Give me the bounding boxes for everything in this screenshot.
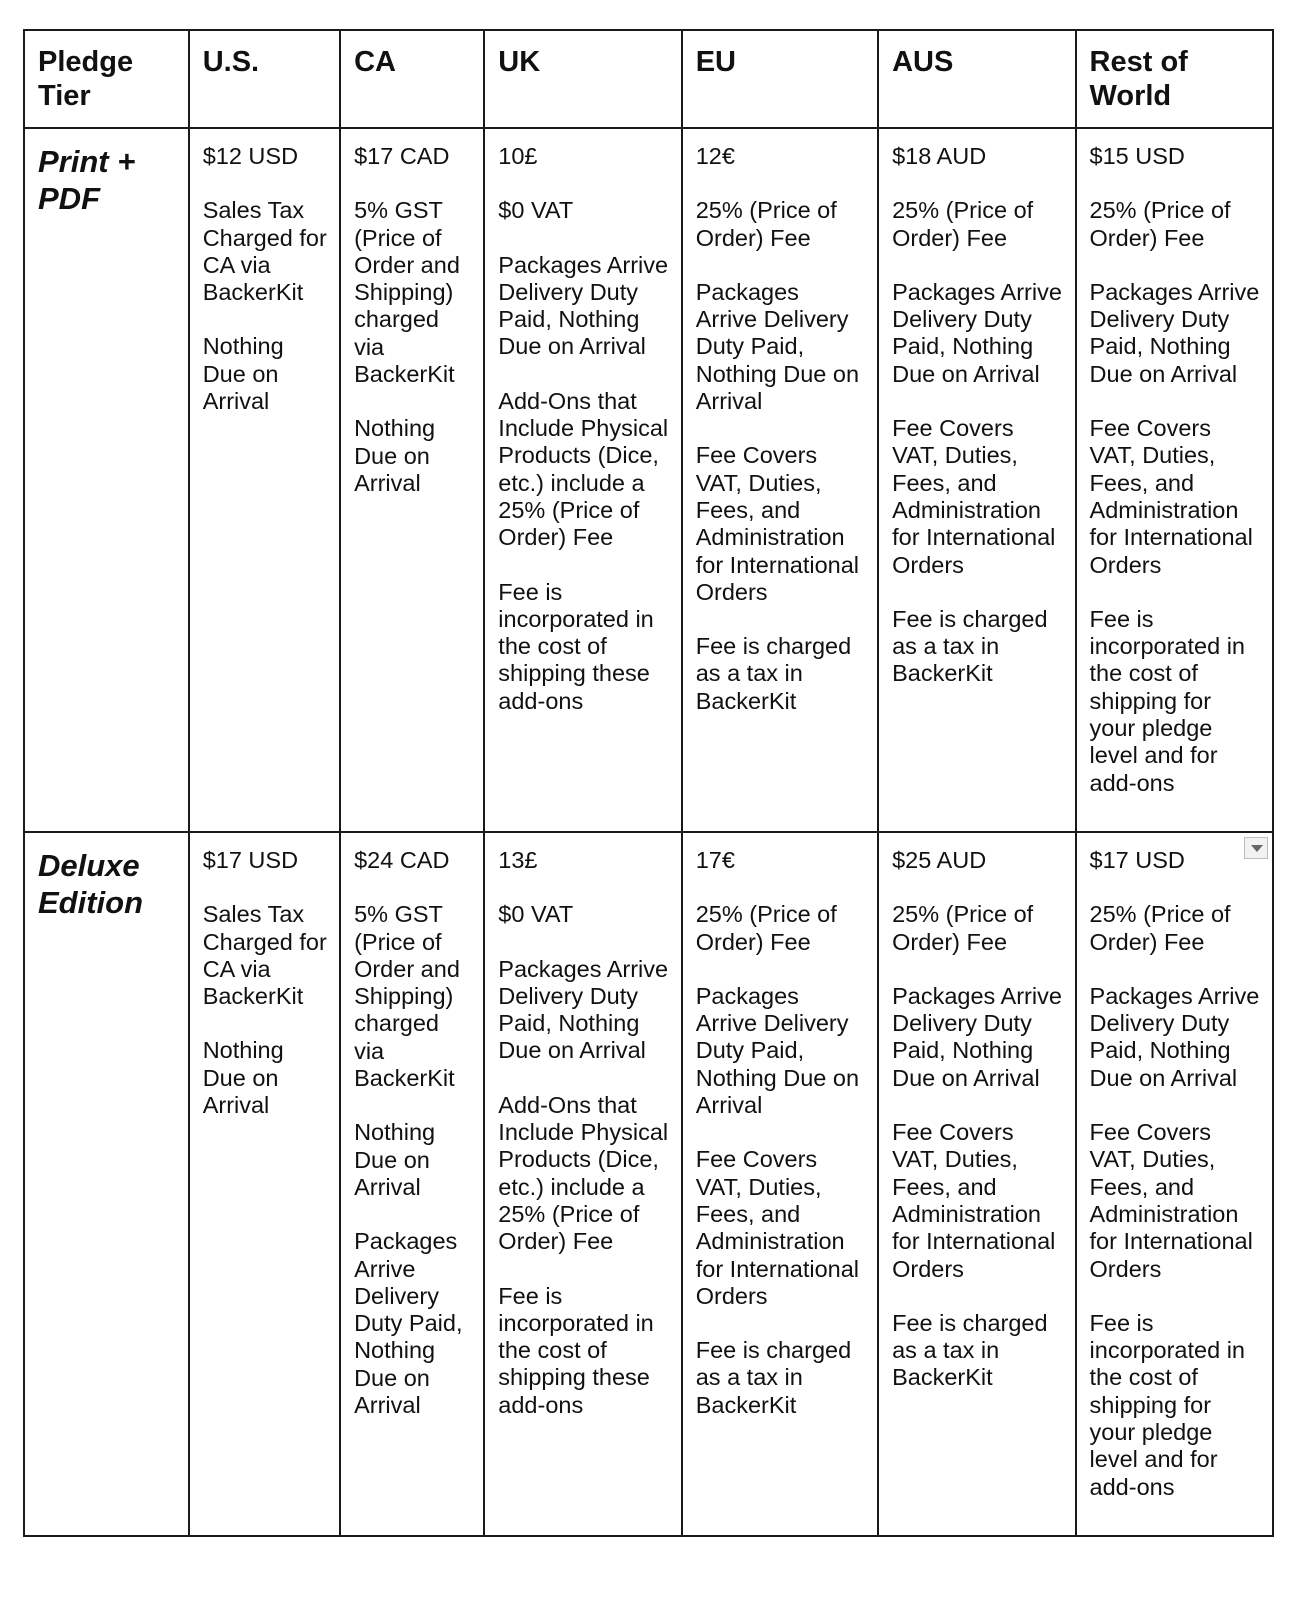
cell-print-pdf-uk[interactable] xyxy=(484,128,681,832)
cell-print-pdf-ca[interactable] xyxy=(340,128,484,832)
cell-line: $0 VAT xyxy=(498,197,574,224)
cell-line: 25% (Price of Order) Fee xyxy=(695,197,837,251)
cell-line: Fee is charged as a tax in BackerKit xyxy=(695,1337,852,1418)
cell-print-pdf-us[interactable] xyxy=(189,128,340,832)
cell-line: 25% (Price of Order) Fee xyxy=(1089,901,1231,955)
cell-line-with-caret xyxy=(1090,983,1260,1092)
row-deluxe-edition xyxy=(24,832,1273,1536)
cell-deluxe-ca[interactable] xyxy=(340,832,484,1536)
row-print-pdf xyxy=(24,128,1273,832)
cell-line: Add-Ons that Include Physical Products (Dice, etc.) include a 25% (Price of Order) Fee xyxy=(498,1091,669,1255)
cell-line: Fee is charged as a tax in BackerKit xyxy=(695,633,852,714)
cell-line: Add-Ons that Include Physical Products (Dice, etc.) include a 25% (Price of Order) Fee xyxy=(498,387,669,551)
cell-line: $15 USD xyxy=(1089,143,1185,169)
cell-line: Fee is incorporated in the cost of shipping these add-ons xyxy=(498,578,654,714)
pledge-tier-table xyxy=(23,29,1274,1537)
cell-line: $18 AUD xyxy=(892,143,987,169)
cell-line: 25% (Price of Order) Fee xyxy=(1089,197,1231,251)
cell-content xyxy=(1090,847,1260,1501)
cell-line: Sales Tax Charged for CA via BackerKit xyxy=(202,197,327,306)
cell-line: Packages Arrive Delivery Duty Paid, Nothing Due on Arrival xyxy=(892,278,1062,387)
cell-line: Nothing Due on Arrival xyxy=(354,415,436,496)
header-eu[interactable]: EU xyxy=(682,30,878,128)
cell-line: Nothing Due on Arrival xyxy=(202,1037,284,1119)
cell-deluxe-rest-of-world[interactable] xyxy=(1076,832,1273,1536)
cell-deluxe-aus[interactable] xyxy=(878,832,1075,1536)
header-pledge-tier[interactable]: Pledge Tier xyxy=(24,30,189,128)
cell-line: 17€ xyxy=(695,847,735,873)
cell-line: Packages Arrive Delivery Duty Paid, Nothing Due on Arrival xyxy=(695,982,860,1119)
cell-line: Fee is charged as a tax in BackerKit xyxy=(892,605,1048,687)
header-rest-of-world[interactable]: Rest of World xyxy=(1076,30,1273,128)
cell-line: 13£ xyxy=(498,847,538,873)
cell-line: Packages Arrive Delivery Duty Paid, Nothing Due on Arrival xyxy=(498,251,669,360)
cell-line: $12 USD xyxy=(202,143,299,169)
tier-deluxe-edition[interactable]: Deluxe Edition xyxy=(24,832,189,1536)
header-us[interactable]: U.S. xyxy=(189,30,340,128)
cell-line: Fee Covers VAT, Duties, Fees, and Administration for International Orders xyxy=(695,442,860,605)
header-ca[interactable]: CA xyxy=(340,30,484,128)
cell-line: Nothing Due on Arrival xyxy=(354,1119,436,1200)
cell-line: 5% GST (Price of Order and Shipping) charged via BackerKit xyxy=(354,901,460,1092)
cell-line: $17 USD xyxy=(202,847,299,873)
cell-line: Packages Arrive Delivery Duty Paid, Nothing Due on Arrival xyxy=(354,1228,463,1419)
cell-deluxe-uk[interactable] xyxy=(484,832,681,1536)
cell-line: Packages Arrive Delivery Duty Paid, Nothing Due on Arrival xyxy=(1089,982,1260,1091)
cell-line: Packages Arrive Delivery Duty Paid, Nothing Due on Arrival xyxy=(695,278,860,415)
cell-line: 25% (Price of Order) Fee xyxy=(892,901,1034,955)
cell-line: Fee Covers VAT, Duties, Fees, and Administration for International Orders xyxy=(892,415,1056,578)
header-aus[interactable]: AUS xyxy=(878,30,1075,128)
cell-line: $17 CAD xyxy=(354,143,450,169)
cell-line: Fee Covers VAT, Duties, Fees, and Administration for International Orders xyxy=(1089,1119,1253,1282)
cell-dropdown-icon[interactable] xyxy=(1244,837,1268,859)
cell-line: $0 VAT xyxy=(498,901,574,928)
cell-line: Fee is incorporated in the cost of shipping for your pledge level and for add-ons xyxy=(1089,605,1245,796)
cell-line: 5% GST (Price of Order and Shipping) charged via BackerKit xyxy=(354,197,460,388)
cell-print-pdf-eu[interactable] xyxy=(682,128,878,832)
cell-line: Fee Covers VAT, Duties, Fees, and Administration for International Orders xyxy=(892,1119,1056,1282)
cell-line: Packages Arrive Delivery Duty Paid, Nothing Due on Arrival xyxy=(498,955,669,1064)
cell-line: $17 USD xyxy=(1089,847,1185,873)
header-row xyxy=(24,30,1273,128)
cell-line: Nothing Due on Arrival xyxy=(202,333,284,415)
cell-line: Fee is incorporated in the cost of shipping these add-ons xyxy=(498,1282,654,1418)
tier-print-pdf[interactable]: Print + PDF xyxy=(24,128,189,832)
cell-line: 12€ xyxy=(695,143,735,169)
cell-line: 25% (Price of Order) Fee xyxy=(892,197,1034,251)
cell-line: 10£ xyxy=(498,143,538,169)
cell-line: 25% (Price of Order) Fee xyxy=(695,901,837,955)
cell-line: $25 AUD xyxy=(892,847,987,873)
cell-line: Fee Covers VAT, Duties, Fees, and Administration for International Orders xyxy=(1089,415,1253,578)
cell-line: Sales Tax Charged for CA via BackerKit xyxy=(202,901,327,1010)
cell-print-pdf-rest-of-world[interactable] xyxy=(1076,128,1273,832)
header-uk[interactable]: UK xyxy=(484,30,681,128)
cell-line: Fee Covers VAT, Duties, Fees, and Administration for International Orders xyxy=(695,1146,860,1309)
cell-deluxe-eu[interactable] xyxy=(682,832,878,1536)
cell-line: Packages Arrive Delivery Duty Paid, Nothing Due on Arrival xyxy=(892,982,1062,1091)
cell-line: Packages Arrive Delivery Duty Paid, Nothing Due on Arrival xyxy=(1089,278,1260,387)
cell-deluxe-us[interactable] xyxy=(189,832,340,1536)
cell-print-pdf-aus[interactable] xyxy=(878,128,1075,832)
cell-line: $24 CAD xyxy=(354,847,450,873)
cell-line: Fee is charged as a tax in BackerKit xyxy=(892,1309,1048,1391)
cell-line: Fee is incorporated in the cost of shipping for your pledge level and for add-ons xyxy=(1089,1309,1245,1500)
